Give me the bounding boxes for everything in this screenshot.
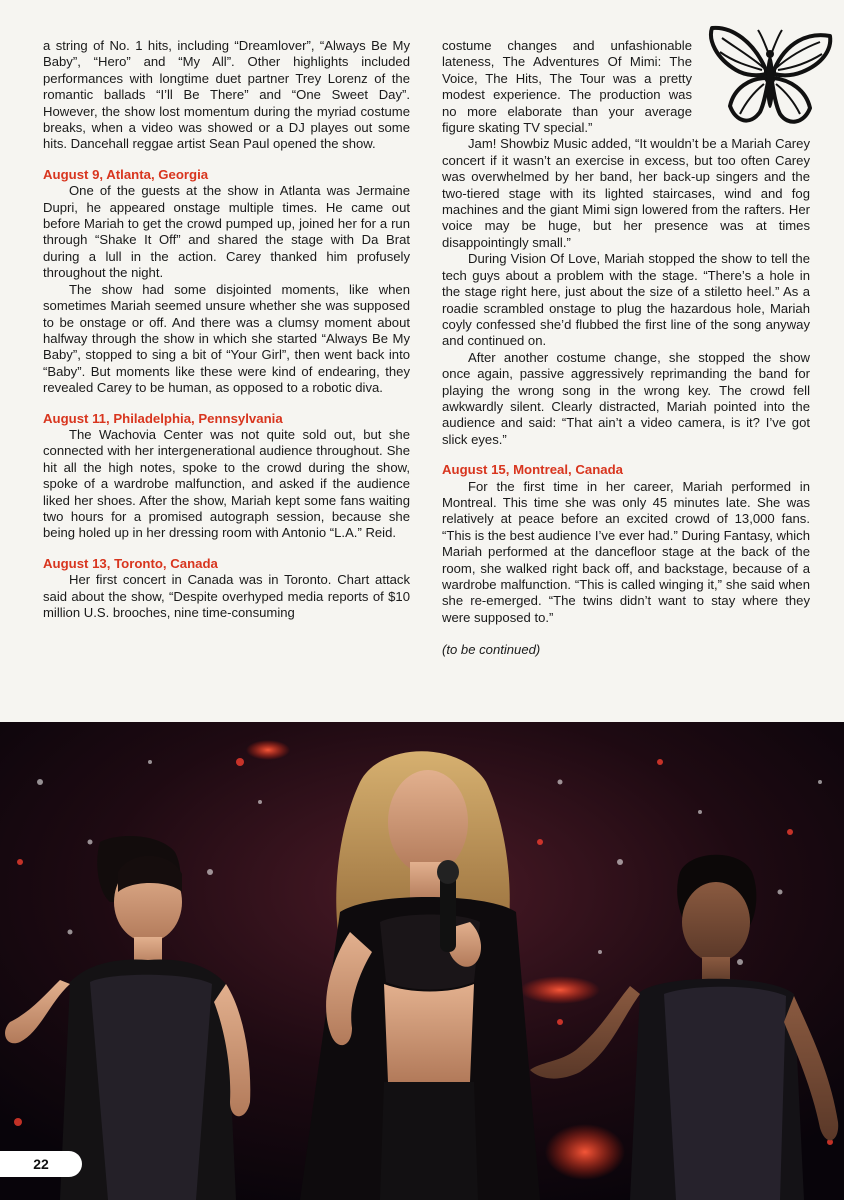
concert-stage-photo xyxy=(0,722,844,1200)
page-number: 22 xyxy=(0,1151,82,1177)
article-paragraph: costume changes and unfashionable lateness, The Adventures Of Mimi: The Voice, The Hits, The Tour was a pretty modest experience. The production was no more elaborate than your average figure skating TV special.” xyxy=(442,38,692,136)
butterfly-icon xyxy=(706,22,834,138)
article-paragraph: For the first time in her career, Mariah performed in Montreal. This time she was only 45 minutes late. She was relatively at peace before an excited crowd of 13,000 fans. “This is the best audience I’ve ever had.” During Fantasy, which Mariah performed at the dancefloor stage at the back of the room, she walked right back off, and backstage, because of a wardrobe malfunction. “This is called winging it,” she said when she re-emerged. “The twins didn’t want to stay where they were supposed to.” xyxy=(442,478,811,625)
section-heading-toronto: August 13, Toronto, Canada xyxy=(43,555,218,571)
article-paragraph: Her first concert in Canada was in Toronto. Chart attack said about the show, “Despite overhyped media reports of $10 million U.S. brooches, nine time-consuming xyxy=(43,572,410,620)
article-paragraph: a string of No. 1 hits, including “Dreamlover”, “Always Be My Baby”, “Hero” and “My All”. Other highlights included performances with longtime duet partner Trey Lorenz of the romantic ballads “I’ll Be There” and “One Sweet Day”. However, the show lost momentum during the myriad costume breaks, when a video was showed or a DJ playes out some hits. Dancehall reggae artist Sean Paul opened the show. xyxy=(43,38,410,152)
article-paragraph: Jam! Showbiz Music added, “It wouldn’t be a Mariah Carey concert if it wasn’t an exercise in excess, but too often Carey was overwhelmed by her band, her back-up singers and the two-tiered stage with its lighted staircases, wind and fog machines and the giant Mimi sign lowered from the rafters. Her voice may be huge, but her presence was at times disappointingly small.” xyxy=(442,136,810,250)
section-heading-philadelphia: August 11, Philadelphia, Pennsylvania xyxy=(43,410,283,426)
article-paragraph: One of the guests at the show in Atlanta was Jermaine Dupri, he appeared onstage multiple times. He came out before Mariah to get the crowd pumped up, joined her for a run through “Shake It Off” and shared the stage with Da Brat during a lull in the action. Carey thanked him profusely throughout the night. xyxy=(43,183,410,281)
article-paragraph: After another costume change, she stopped the show once again, passive aggressively reprimanding the band for playing the wrong song in the wrong key. The crowd fell awkwardly silent. Clearly distracted, Mariah pointed into the audience and said: “That ain’t a video camera, is it? I’ve got slick eyes.” xyxy=(442,349,810,447)
article-paragraph: During Vision Of Love, Mariah stopped the show to tell the tech guys about a problem with the stage. “There’s a hole in the stage right here, just about the size of a stiletto heel.” As a roadie scrambled onstage to plug the hazardous hole, Mariah coyly confessed she’d flubbed the first line of the song anyway and continued on. xyxy=(442,251,810,349)
article-paragraph: The show had some disjointed moments, like when sometimes Mariah seemed unsure whether she was supposed to be onstage or off. And there was a clumsy moment about halfway through the show in which she started “Always Be My Baby”, stopped to sing a bit of “Your Girl”, then went back into “Baby”. But moments like these were kind of endearing, they revealed Carey to be human, as opposed to a robotic diva. xyxy=(43,281,410,396)
left-column xyxy=(43,38,410,621)
to-be-continued-note: (to be continued) xyxy=(442,642,541,658)
section-heading-atlanta: August 9, Atlanta, Georgia xyxy=(43,166,209,182)
section-heading-montreal: August 15, Montreal, Canada xyxy=(442,462,623,478)
article-paragraph: The Wachovia Center was not quite sold out, but she connected with her intergenerational audience throughout. She hit all the high notes, spoke to the crowd during the show, spoke of a wardrobe malfunction, and asked if the audience liked her shoes. After the show, Mariah kept some fans waiting two hours for a promised autograph session, because she being holed up in her dressing room with Antonio “L.A.” Reid. xyxy=(43,426,410,541)
